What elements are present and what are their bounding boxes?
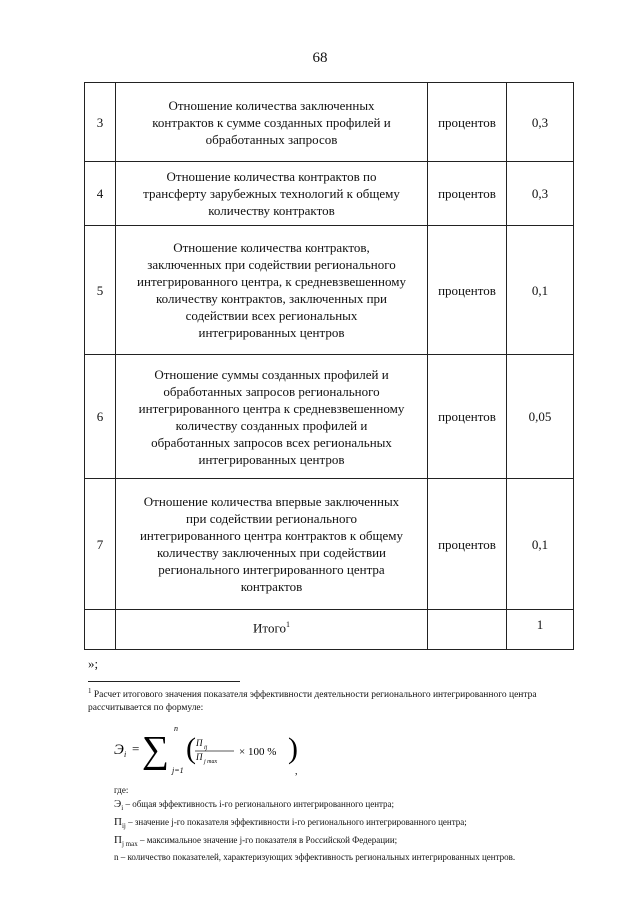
row-number: 4 — [85, 162, 116, 226]
formula-denominator-sub: j max — [204, 759, 218, 765]
indicator-value: 0,1 — [507, 479, 574, 610]
sum-sign: ∑ — [142, 729, 170, 771]
definitions — [114, 783, 604, 864]
total-value: 1 — [507, 610, 574, 650]
indicator-name: Отношение количества впервые заключенных при содействии регионального интегрированного центра контрактов к общему количеству заключенных при содействии регионального интегрированного центра контрактов — [116, 479, 428, 610]
table-row — [85, 83, 574, 162]
table-row — [85, 162, 574, 226]
formula-lhs: Э — [114, 742, 124, 758]
indicator-value: 0,3 — [507, 162, 574, 226]
formula-numerator-sub: ij — [204, 745, 208, 751]
row-number: 5 — [85, 226, 116, 355]
footnote-divider — [88, 681, 240, 682]
definition-item: $П_{j max}$ – максимальное значение j-го показателя в Российской Федерации; — [114, 833, 398, 848]
indicator-name: Отношение количества контрактов, заключенных при содействии регионального интегрированного центра, к средневзвешенному количеству контрактов, заключенных при содействии всех региональных интегрированных центров — [116, 226, 428, 355]
formula-denominator: П — [196, 752, 203, 762]
svg-text:=: = — [132, 741, 140, 756]
right-paren: ) — [288, 732, 298, 765]
total-label: Итого$^1$ — [116, 610, 428, 650]
row-number: 7 — [85, 479, 116, 610]
indicator-value: 0,1 — [507, 226, 574, 355]
page-number: 68 — [312, 50, 328, 66]
efficiency-formula — [112, 722, 372, 776]
indicators-table — [84, 82, 574, 650]
indicator-unit: процентов — [428, 83, 507, 162]
row-number: 6 — [85, 355, 116, 479]
definition-item: $Э_i$ – общая эффективность i-го регионального интегрированного центра; — [114, 798, 395, 812]
indicator-unit: процентов — [428, 355, 507, 479]
sum-top: n — [174, 724, 178, 733]
formula-numerator: П — [196, 738, 203, 748]
footnote-marker: 1 — [88, 687, 92, 695]
indicator-name: Отношение количества заключенных контрактов к сумме созданных профилей и обработанных запросов — [116, 83, 428, 162]
indicator-name: Отношение суммы созданных профилей и обработанных запросов регионального интегрированного центра к средневзвешенному количеству созданных профилей и обработанных запросов всех региональных интегрированных центров — [116, 355, 428, 479]
indicator-unit: процентов — [428, 479, 507, 610]
closing-quote: »; — [88, 656, 99, 671]
formula-lhs-sub: i — [124, 750, 127, 759]
indicator-value: 0,3 — [507, 83, 574, 162]
footnote-text — [88, 685, 598, 715]
row-number: 3 — [85, 83, 116, 162]
total-unit — [428, 610, 507, 650]
footnote-body: Расчет итогового значения показателя эффективности деятельности регионального интегрированного центра рассчитывается по формуле: — [88, 690, 537, 714]
sum-bottom: j=1 — [172, 766, 184, 775]
total-row-number — [85, 610, 116, 650]
left-paren: ( — [186, 732, 196, 765]
table-row — [85, 226, 574, 355]
formula-multiplier: × 100 % — [239, 746, 277, 758]
indicator-value: 0,05 — [507, 355, 574, 479]
definition-item: $П_{ij}$ – значение j-го показателя эффективности i-го регионального интегрированного центра; — [114, 815, 467, 830]
formula-trailing: , — [295, 766, 298, 776]
table-row — [85, 479, 574, 610]
definition-item: n – количество показателей, характеризующих эффективность региональных интегрированных центров. — [114, 852, 516, 863]
table-row — [85, 355, 574, 479]
indicator-unit: процентов — [428, 162, 507, 226]
definitions-intro: где: — [114, 785, 129, 795]
indicator-unit: процентов — [428, 226, 507, 355]
total-row — [85, 610, 574, 650]
indicator-name: Отношение количества контрактов по трансферту зарубежных технологий к общему количеству контрактов — [116, 162, 428, 226]
